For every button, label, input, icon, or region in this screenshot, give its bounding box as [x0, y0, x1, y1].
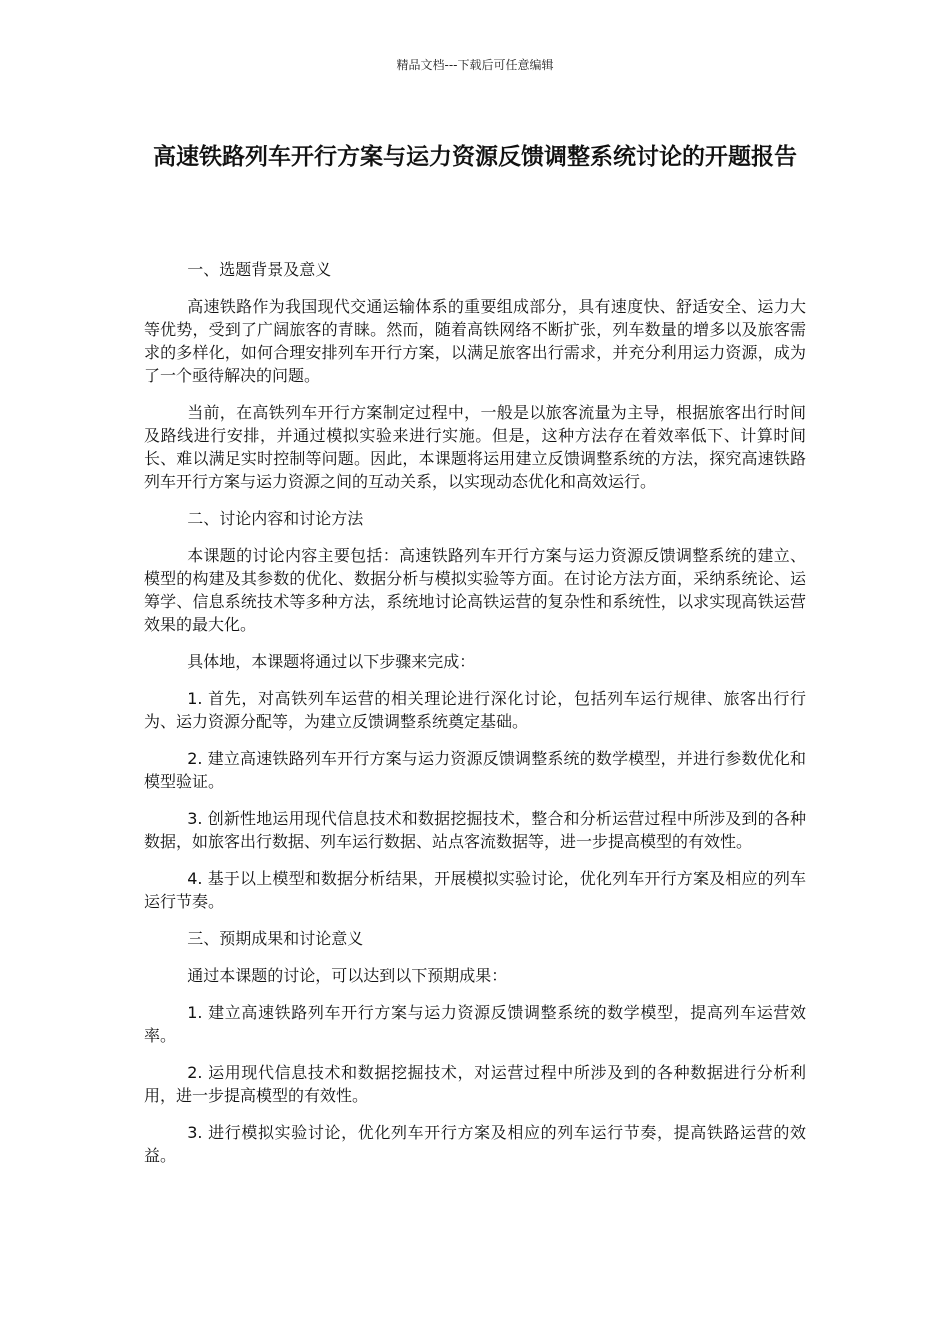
list-item: 2. 建立高速铁路列车开行方案与运力资源反馈调整系统的数学模型，并进行参数优化和模型验证。 [144, 749, 806, 791]
document-body [144, 258, 806, 1181]
document-title: 高速铁路列车开行方案与运力资源反馈调整系统讨论的开题报告 [153, 144, 797, 170]
list-item: 3. 创新性地运用现代信息技术和数据挖掘技术，整合和分析运营过程中所涉及到的各种数据，如旅客出行数据、列车运行数据、站点客流数据等，进一步提高模型的有效性。 [144, 809, 806, 851]
section-heading-expected-results: 三、预期成果和讨论意义 [187, 929, 364, 948]
list-item: 4. 基于以上模型和数据分析结果，开展模拟实验讨论，优化列车开行方案及相应的列车运行节奏。 [144, 869, 806, 911]
list-item: 2. 运用现代信息技术和数据挖掘技术，对运营过程中所涉及到的各种数据进行分析利用，进一步提高模型的有效性。 [144, 1063, 806, 1105]
section-heading-content-methods: 二、讨论内容和讨论方法 [187, 509, 364, 528]
paragraph: 本课题的讨论内容主要包括：高速铁路列车开行方案与运力资源反馈调整系统的建立、模型的构建及其参数的优化、数据分析与模拟实验等方面。在讨论方法方面，采纳系统论、运筹学、信息系统技术等多种方法，系统地讨论高铁运营的复杂性和系统性，以求实现高铁运营效果的最大化。 [144, 546, 806, 634]
list-item: 1. 首先，对高铁列车运营的相关理论进行深化讨论，包括列车运行规律、旅客出行行为、运力资源分配等，为建立反馈调整系统奠定基础。 [144, 689, 806, 731]
list-item: 3. 进行模拟实验讨论，优化列车开行方案及相应的列车运行节奏，提高铁路运营的效益。 [144, 1123, 806, 1165]
section-heading-background: 一、选题背景及意义 [187, 260, 332, 279]
page-header: 精品文档---下载后可任意编辑 [396, 58, 554, 72]
paragraph: 当前，在高铁列车开行方案制定过程中，一般是以旅客流量为主导，根据旅客出行时间及路线进行安排，并通过模拟实验来进行实施。但是，这种方法存在着效率低下、计算时间长、难以满足实时控制等问题。因此，本课题将运用建立反馈调整系统的方法，探究高速铁路列车开行方案与运力资源之间的互动关系，以实现动态优化和高效运行。 [144, 403, 806, 491]
paragraph: 高速铁路作为我国现代交通运输体系的重要组成部分，具有速度快、舒适安全、运力大等优势，受到了广阔旅客的青睐。然而，随着高铁网络不断扩张，列车数量的增多以及旅客需求的多样化，如何合理安排列车开行方案，以满足旅客出行需求，并充分利用运力资源，成为了一个亟待解决的问题。 [144, 297, 806, 385]
paragraph: 具体地，本课题将通过以下步骤来完成： [187, 652, 476, 671]
paragraph: 通过本课题的讨论，可以达到以下预期成果： [187, 966, 508, 985]
list-item: 1. 建立高速铁路列车开行方案与运力资源反馈调整系统的数学模型，提高列车运营效率。 [144, 1003, 806, 1045]
